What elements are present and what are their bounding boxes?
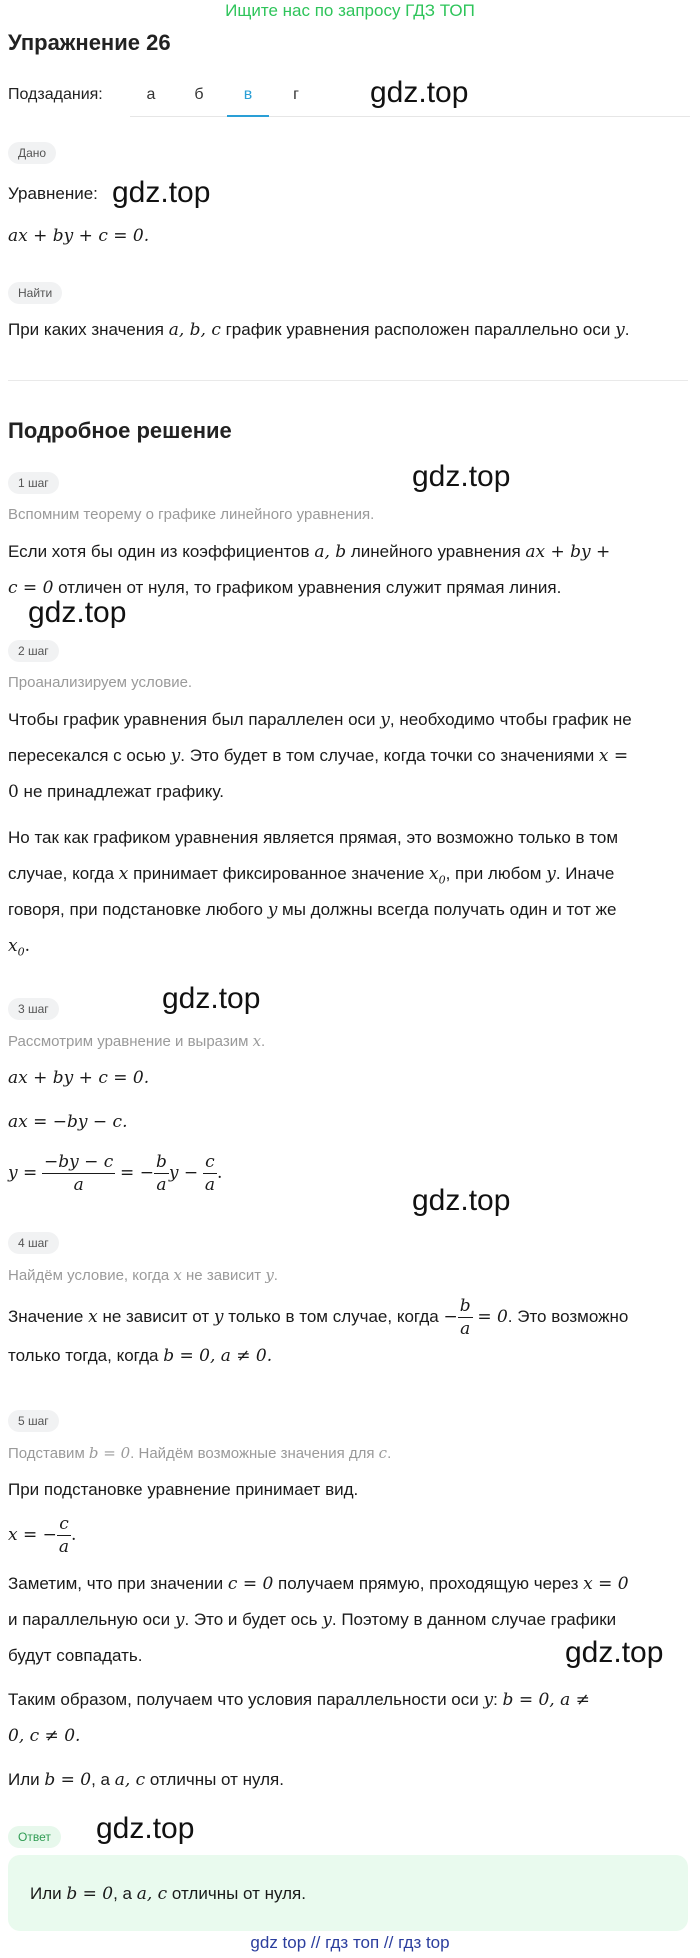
step-text: 0 не принадлежат графику. <box>8 782 224 802</box>
step-text: Заметим, что при значении c = 0 получаем прямую, проходящую через x = 0 <box>8 1574 629 1594</box>
step-text: Таким образом, получаем что условия параллельности оси y: b = 0, a ≠ <box>8 1690 590 1710</box>
step-text: c = 0 отличен от нуля, то графиком уравнения служит прямая линия. <box>8 578 562 598</box>
step-text: и параллельную оси y. Это и будет ось y. Поэтому в данном случае графики <box>8 1610 617 1630</box>
step-text: Значение x не зависит от y только в том случае, когда − $\frac{b}{a}$ = 0. Это возможно <box>8 1296 629 1340</box>
given-equation: ax + by + c = 0. <box>8 226 150 246</box>
step-text: случае, когда x принимает фиксированное значение $x_0$, при любом y. Иначе <box>8 864 615 887</box>
step-text: Но так как графиком уравнения является прямая, это возможно только в том <box>8 828 619 847</box>
step-text: пересекался с осью y. Это будет в том случае, когда точки со значениями x = <box>8 746 629 766</box>
search-banner: Ищите нас по запросу ГДЗ ТОП <box>225 1 475 20</box>
step-hint: Вспомним теорему о графике линейного уравнения. <box>8 506 375 523</box>
find-badge: Найти <box>8 282 62 304</box>
watermark: gdz.top <box>112 176 211 209</box>
step-badge: 2 шаг <box>8 640 59 662</box>
subtasks-label: Подзадания: <box>8 86 103 103</box>
tab-b[interactable]: б <box>194 86 204 103</box>
given-label: Уравнение: <box>8 184 98 203</box>
watermark: gdz.top <box>412 460 511 493</box>
watermark: gdz.top <box>412 1184 511 1217</box>
tab-g[interactable]: г <box>293 86 299 103</box>
step-text: Чтобы график уравнения был параллелен оси y, необходимо чтобы график не <box>8 710 632 730</box>
step-text: говоря, при подстановке любого y мы должны всегда получать один и тот же <box>8 900 617 920</box>
step-badge: 3 шаг <box>8 998 59 1020</box>
page-title: Упражнение 26 <box>8 30 171 55</box>
step-text: Если хотя бы один из коэффициентов a, b линейного уравнения ax + by + <box>8 542 611 562</box>
step-hint: Подставим b = 0. Найдём возможные значения для c. <box>8 1444 392 1462</box>
watermark: gdz.top <box>96 1812 195 1845</box>
equation: y = $\frac{-by - c}{a}$ = − $\frac{b}{a}$ y − $\frac{c}{a}$ . <box>8 1152 223 1196</box>
answer-badge: Ответ <box>8 1826 61 1848</box>
equation: x = − $\frac{c}{a}$ . <box>8 1514 77 1558</box>
step-hint: Найдём условие, когда x не зависит y. <box>8 1266 278 1284</box>
watermark: gdz.top <box>565 1636 664 1669</box>
solution-title: Подробное решение <box>8 418 232 443</box>
given-badge: Дано <box>8 142 56 164</box>
step-text: Или b = 0, а a, c отличны от нуля. <box>8 1770 284 1790</box>
watermark: gdz.top <box>162 982 261 1015</box>
answer-text: Или b = 0, а a, c отличны от нуля. <box>30 1884 306 1904</box>
step-hint: Рассмотрим уравнение и выразим x. <box>8 1032 266 1050</box>
step-text: 0, c ≠ 0. <box>8 1726 81 1746</box>
step-text: При подстановке уравнение принимает вид. <box>8 1480 359 1499</box>
watermark: gdz.top <box>370 76 469 109</box>
step-badge: 4 шаг <box>8 1232 59 1254</box>
step-hint: Проанализируем условие. <box>8 674 193 691</box>
divider <box>8 380 688 381</box>
step-badge: 5 шаг <box>8 1410 59 1432</box>
step-badge: 1 шаг <box>8 472 59 494</box>
step-text: только тогда, когда b = 0, a ≠ 0. <box>8 1346 273 1366</box>
footer-links[interactable]: gdz top // гдз топ // гдз top <box>250 1933 450 1952</box>
watermark: gdz.top <box>28 596 127 629</box>
tab-v[interactable]: в <box>227 86 269 104</box>
tab-a[interactable]: а <box>146 86 156 103</box>
step-text: будут совпадать. <box>8 1646 143 1665</box>
step-text: $x_0$. <box>8 936 30 959</box>
find-text: При каких значения a, b, c график уравнения расположен параллельно оси y. <box>8 320 630 340</box>
equation: ax = −by − c. <box>8 1112 128 1132</box>
equation: ax + by + c = 0. <box>8 1068 150 1088</box>
